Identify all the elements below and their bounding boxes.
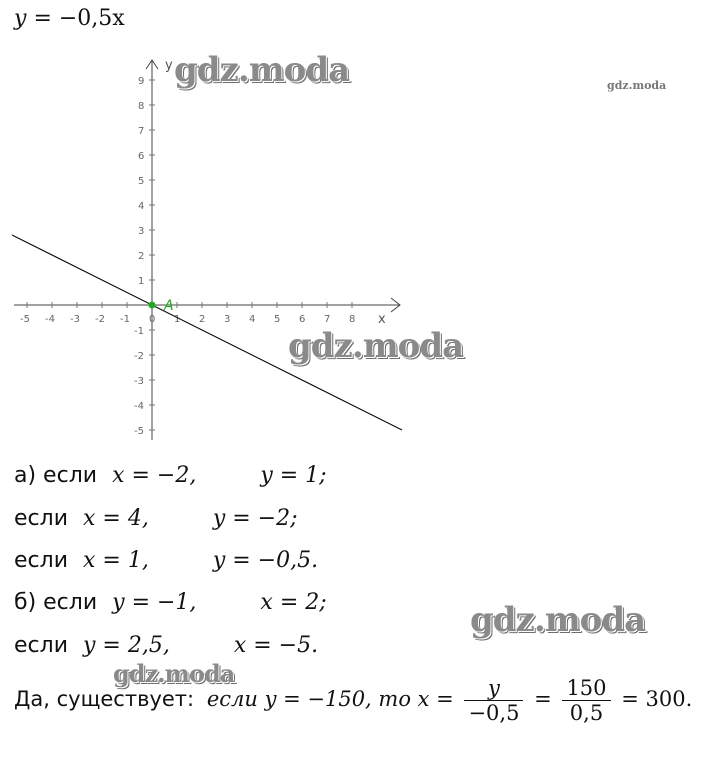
answer-b1-prefix: б) если [14, 590, 98, 615]
answer-a2 [14, 506, 298, 531]
y-axis-label: y [165, 58, 173, 73]
x-tick-label: -1 [120, 314, 130, 325]
answer-b2-prefix: если [14, 633, 68, 658]
fraction-150-over-half [562, 676, 610, 725]
answer-b2-y: y = 2,5, [83, 633, 170, 658]
watermark-right: gdz.moda [470, 600, 646, 640]
answer-a2-x: x = 4, [83, 506, 149, 531]
x-tick-label: 3 [224, 314, 231, 325]
point-a [149, 302, 156, 309]
x-tick-label: 5 [274, 314, 281, 325]
equation [14, 6, 125, 31]
x-tick-label: 6 [299, 314, 306, 325]
answer-a3-x: x = 1, [83, 548, 149, 573]
x-tick-label: 0 [149, 314, 156, 325]
x-tick-label: 8 [349, 314, 356, 325]
x-tick-label: -4 [45, 314, 55, 325]
x-tick-label: 4 [249, 314, 256, 325]
answer-b1-y: y = −1, [112, 590, 197, 615]
watermark-small: gdz.moda [607, 79, 667, 92]
answer-a3-prefix: если [14, 548, 68, 573]
answer-a1-x: x = −2, [112, 463, 197, 488]
conclusion-lead: Да, существует: [14, 687, 195, 711]
answer-a2-y: y = −2; [212, 506, 298, 531]
answer-a3-y: y = −0,5. [212, 548, 319, 573]
x-tick-label: -5 [20, 314, 30, 325]
y-tick-label: 2 [138, 251, 145, 262]
y-tick-label: 6 [138, 151, 145, 162]
y-tick-label: 9 [138, 76, 145, 87]
equation-lhs: y [14, 6, 27, 31]
answer-b1-x: x = 2; [260, 590, 327, 615]
y-tick-label: -4 [134, 401, 144, 412]
y-tick-label: -5 [134, 426, 144, 437]
conclusion-condition: если y = −150, то x = [206, 687, 454, 711]
function-graph [0, 55, 420, 445]
y-tick-label: 7 [138, 126, 145, 137]
y-tick-label: -3 [134, 376, 144, 387]
y-tick-label: 1 [138, 276, 145, 287]
conclusion-equals: = [534, 687, 552, 711]
y-tick-label: 4 [138, 201, 145, 212]
x-axis-label: x [378, 312, 386, 327]
y-tick-label: 8 [138, 101, 145, 112]
y-tick-label: -1 [134, 326, 144, 337]
watermark-middle: gdz.moda [288, 326, 464, 366]
answer-a3 [14, 548, 318, 573]
fraction-y-over-neg-half [464, 676, 523, 725]
answer-a2-prefix: если [14, 506, 68, 531]
fraction1-denominator: −0,5 [464, 700, 523, 725]
answer-b2-x: x = −5. [233, 633, 319, 658]
y-tick-label: -2 [134, 351, 144, 362]
watermark-bottom: gdz.moda [113, 659, 235, 688]
point-a-label: A [164, 298, 174, 314]
fraction2-denominator: 0,5 [562, 700, 610, 725]
equation-rhs: = −0,5x [33, 6, 125, 31]
watermark-top: gdz.moda [174, 50, 350, 90]
x-tick-label: 2 [199, 314, 206, 325]
x-tick-label: -3 [70, 314, 80, 325]
x-tick-label: -2 [95, 314, 105, 325]
answer-b2 [14, 633, 318, 658]
fraction1-numerator: y [488, 676, 500, 700]
answer-a1 [14, 463, 327, 488]
x-tick-label: 1 [174, 314, 181, 325]
y-tick-label: 5 [138, 176, 145, 187]
y-tick-label: 3 [138, 226, 145, 237]
fraction2-numerator: 150 [566, 676, 607, 700]
answer-a1-y: y = 1; [260, 463, 327, 488]
answer-b1 [14, 590, 327, 615]
conclusion-result: = 300. [621, 687, 693, 711]
answer-a1-prefix: а) если [14, 463, 98, 488]
x-tick-label: 7 [324, 314, 331, 325]
